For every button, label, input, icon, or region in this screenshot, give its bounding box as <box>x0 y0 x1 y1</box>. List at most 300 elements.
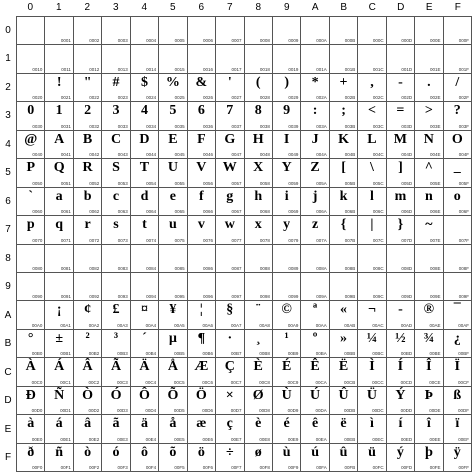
char-glyph: v <box>197 217 205 233</box>
char-glyph: ³ <box>113 330 119 346</box>
char-code: 00BC <box>372 351 384 357</box>
char-glyph: 2 <box>84 103 92 119</box>
char-code: 003F <box>458 123 469 129</box>
char-cell <box>387 131 415 159</box>
char-code: 0062 <box>89 209 100 215</box>
char-code: 005D <box>401 180 413 186</box>
char-cell <box>245 444 273 472</box>
row-label-c: C <box>4 366 12 378</box>
char-cell <box>17 45 45 73</box>
char-cell <box>444 45 472 73</box>
char-code: 00B4 <box>145 351 157 357</box>
char-cell <box>74 216 102 244</box>
char-glyph: d <box>140 188 149 204</box>
char-glyph: õ <box>169 444 177 460</box>
column-label-2: 2 <box>84 2 91 13</box>
char-glyph: ª <box>312 302 318 318</box>
char-code: 0036 <box>203 123 214 129</box>
char-glyph: c <box>112 188 120 204</box>
char-cell <box>387 17 415 45</box>
char-cell <box>45 301 73 329</box>
char-code: 000B <box>344 38 356 44</box>
char-glyph: h <box>254 188 263 204</box>
column-label-7: 7 <box>226 2 233 13</box>
char-cell <box>273 188 301 216</box>
char-code: 005B <box>344 180 356 186</box>
char-glyph: ¾ <box>423 330 435 346</box>
char-glyph: × <box>225 387 234 403</box>
char-code: 002D <box>401 95 413 101</box>
char-cell <box>301 159 329 187</box>
char-cell <box>415 131 443 159</box>
char-code: 0073 <box>117 237 128 243</box>
char-glyph: u <box>169 217 177 233</box>
char-cell <box>159 74 187 102</box>
row-label-e: E <box>4 423 12 435</box>
char-code: 0057 <box>231 180 242 186</box>
char-code: 0045 <box>174 152 185 158</box>
char-code: 00F6 <box>202 465 214 470</box>
char-code: 00C7 <box>230 379 242 385</box>
char-cell <box>159 216 187 244</box>
char-cell <box>17 131 45 159</box>
char-code: 0027 <box>231 95 242 101</box>
char-cell <box>301 301 329 329</box>
char-cell <box>131 245 159 273</box>
char-cell <box>17 188 45 216</box>
column-label-f: F <box>454 2 461 13</box>
char-code: 003D <box>401 123 413 129</box>
char-glyph: í <box>398 416 403 432</box>
char-code: 0052 <box>89 180 100 186</box>
char-code: 0039 <box>288 123 299 129</box>
char-cell <box>245 131 273 159</box>
char-code: 003E <box>430 123 441 129</box>
char-code: 0006 <box>203 38 214 44</box>
column-label-b: B <box>340 2 348 13</box>
char-code: 00DC <box>372 408 384 414</box>
char-glyph: Ò <box>82 387 94 403</box>
char-code: 000A <box>316 38 327 44</box>
char-code: 006E <box>430 209 441 215</box>
char-code: 0031 <box>60 123 71 129</box>
char-code: 0018 <box>259 66 270 72</box>
char-glyph: £ <box>112 302 120 318</box>
char-cell <box>159 188 187 216</box>
char-code: 0008 <box>259 38 270 44</box>
char-cell <box>45 131 73 159</box>
char-glyph: : <box>312 103 318 119</box>
char-glyph: È <box>253 359 263 375</box>
char-code: 00DE <box>429 408 441 414</box>
char-cell <box>301 102 329 130</box>
char-cell <box>358 330 386 358</box>
char-code: 008C <box>372 265 384 271</box>
char-cell <box>102 330 130 358</box>
char-code: 006B <box>344 209 356 215</box>
char-glyph: ñ <box>55 444 64 460</box>
char-cell <box>387 444 415 472</box>
char-cell <box>131 102 159 130</box>
char-glyph: ï <box>455 416 460 432</box>
char-cell <box>387 273 415 301</box>
char-cell <box>245 301 273 329</box>
char-code: 0085 <box>174 265 185 271</box>
char-glyph: ð <box>27 444 35 460</box>
char-glyph: w <box>224 217 235 233</box>
char-cell <box>45 444 73 472</box>
char-cell <box>102 159 130 187</box>
char-cell <box>330 444 358 472</box>
char-cell <box>159 45 187 73</box>
char-cell <box>188 188 216 216</box>
column-header <box>16 0 472 16</box>
char-glyph: 8 <box>254 103 262 119</box>
char-glyph: ¢ <box>84 302 92 318</box>
char-cell <box>444 273 472 301</box>
char-glyph: % <box>165 74 180 90</box>
char-cell <box>330 245 358 273</box>
column-label-4: 4 <box>141 2 148 13</box>
char-code: 00F8 <box>259 465 270 470</box>
char-cell <box>330 301 358 329</box>
char-cell <box>159 301 187 329</box>
char-code: 004D <box>401 152 413 158</box>
char-cell <box>358 301 386 329</box>
char-cell <box>415 245 443 273</box>
row-label-a: A <box>4 309 12 321</box>
char-glyph: P <box>26 160 35 176</box>
char-glyph: r <box>84 217 91 233</box>
char-glyph: Æ <box>194 359 209 375</box>
column-label-1: 1 <box>55 2 62 13</box>
char-code: 0082 <box>89 265 100 271</box>
char-code: 002A <box>316 95 327 101</box>
char-cell <box>415 45 443 73</box>
char-cell <box>45 102 73 130</box>
char-code: 00DF <box>457 408 469 414</box>
char-cell <box>358 74 386 102</box>
char-glyph: \ <box>370 160 374 176</box>
char-code: 0038 <box>259 123 270 129</box>
char-glyph: g <box>226 188 234 204</box>
char-cell <box>415 415 443 443</box>
char-glyph: n <box>424 188 433 204</box>
char-code: 003C <box>372 123 384 129</box>
char-cell <box>17 102 45 130</box>
char-glyph: z <box>311 217 319 233</box>
char-code: 0020 <box>32 95 43 101</box>
char-code: 00B7 <box>230 351 242 357</box>
char-code: 0084 <box>146 265 157 271</box>
char-code: 00E1 <box>60 436 71 442</box>
char-code: 0011 <box>61 66 71 72</box>
char-glyph: I <box>283 131 290 147</box>
char-cell <box>273 131 301 159</box>
char-cell <box>131 358 159 386</box>
char-glyph: ¯ <box>453 302 461 318</box>
char-cell <box>387 301 415 329</box>
char-code: 00A1 <box>60 322 71 328</box>
char-code: 0049 <box>288 152 299 158</box>
char-cell <box>188 102 216 130</box>
char-code: 0053 <box>117 180 128 186</box>
row-label-1: 1 <box>5 53 11 65</box>
char-code: 00FE <box>429 465 441 470</box>
char-cell <box>330 216 358 244</box>
char-cell <box>188 216 216 244</box>
char-code: 004C <box>372 152 384 158</box>
column-label-3: 3 <box>112 2 119 13</box>
char-code: 00A3 <box>117 322 128 328</box>
row-label-d: D <box>4 395 12 407</box>
char-cell <box>74 131 102 159</box>
char-code: 0089 <box>288 265 299 271</box>
char-cell <box>159 387 187 415</box>
char-glyph: ô <box>140 444 148 460</box>
char-code: 007D <box>401 237 413 243</box>
char-cell <box>45 245 73 273</box>
char-code: 0048 <box>259 152 270 158</box>
char-cell <box>102 216 130 244</box>
char-cell <box>74 444 102 472</box>
char-cell <box>159 17 187 45</box>
char-cell <box>188 131 216 159</box>
char-cell <box>131 415 159 443</box>
char-cell <box>415 74 443 102</box>
char-glyph: 6 <box>197 103 205 119</box>
char-code: 0040 <box>32 152 43 158</box>
char-cell <box>159 330 187 358</box>
char-glyph: Þ <box>424 387 434 403</box>
char-cell <box>245 17 273 45</box>
char-cell <box>273 245 301 273</box>
char-cell <box>131 74 159 102</box>
char-glyph: + <box>339 74 348 90</box>
char-glyph: 7 <box>226 103 234 119</box>
column-label-6: 6 <box>198 2 205 13</box>
char-code: 00F7 <box>231 465 242 470</box>
char-code: 0060 <box>32 209 43 215</box>
char-cell <box>102 273 130 301</box>
char-cell <box>131 131 159 159</box>
char-glyph: Ö <box>195 387 207 403</box>
char-cell <box>131 17 159 45</box>
char-cell <box>301 330 329 358</box>
char-code: 00CD <box>400 379 413 385</box>
char-cell <box>188 159 216 187</box>
char-cell <box>188 358 216 386</box>
char-code: 006F <box>458 209 469 215</box>
char-cell <box>444 387 472 415</box>
char-glyph: ± <box>55 330 63 346</box>
char-code: 0042 <box>89 152 100 158</box>
row-label-3: 3 <box>5 110 11 122</box>
row-label-5: 5 <box>5 167 11 179</box>
char-glyph: ^ <box>424 160 433 176</box>
char-code: 0050 <box>32 180 43 186</box>
char-code: 00BE <box>429 351 441 357</box>
char-cell <box>17 74 45 102</box>
char-code: 008F <box>458 265 469 271</box>
char-glyph: Ñ <box>54 387 65 403</box>
char-code: 00E2 <box>88 436 100 442</box>
char-glyph: 5 <box>169 103 177 119</box>
char-cell <box>216 330 244 358</box>
char-glyph: ) <box>284 74 289 90</box>
char-code: 0069 <box>288 209 299 215</box>
char-code: 00A9 <box>287 322 299 328</box>
char-cell <box>245 330 273 358</box>
char-cell <box>17 301 45 329</box>
char-code: 0041 <box>60 152 71 158</box>
char-cell <box>74 387 102 415</box>
char-glyph: ¿ <box>453 330 461 346</box>
char-cell <box>415 17 443 45</box>
char-cell <box>159 358 187 386</box>
char-code: 0047 <box>231 152 242 158</box>
char-glyph: « <box>340 302 348 318</box>
char-glyph: ý <box>396 444 404 460</box>
char-glyph: À <box>25 359 36 375</box>
char-glyph: ò <box>84 444 92 460</box>
character-grid <box>16 16 472 472</box>
char-glyph: Ï <box>454 359 460 375</box>
char-glyph: » <box>340 330 348 346</box>
char-cell <box>45 216 73 244</box>
char-code: 00B5 <box>174 351 185 357</box>
char-code: 00E7 <box>230 436 242 442</box>
char-code: 00CF <box>457 379 469 385</box>
char-code: 00CA <box>315 379 327 385</box>
char-cell <box>45 74 73 102</box>
char-cell <box>216 273 244 301</box>
char-glyph: Á <box>54 359 65 375</box>
row-label-9: 9 <box>5 281 11 293</box>
char-cell <box>415 273 443 301</box>
char-code: 0088 <box>259 265 270 271</box>
char-cell <box>159 245 187 273</box>
char-cell <box>444 188 472 216</box>
char-cell <box>17 17 45 45</box>
char-glyph: 4 <box>140 103 148 119</box>
char-cell <box>444 102 472 130</box>
char-glyph: X <box>253 160 264 176</box>
char-code: 00ED <box>400 436 413 442</box>
char-code: 0001 <box>60 38 71 44</box>
char-code: 00AE <box>429 322 441 328</box>
char-cell <box>387 358 415 386</box>
char-glyph: ? <box>453 103 461 119</box>
char-glyph: Å <box>167 359 178 375</box>
char-code: 0059 <box>288 180 299 186</box>
char-cell <box>74 330 102 358</box>
char-glyph: à <box>27 416 35 432</box>
char-code: 0096 <box>203 294 214 300</box>
char-cell <box>74 358 102 386</box>
char-glyph: ¤ <box>140 302 148 318</box>
char-cell <box>273 74 301 102</box>
char-cell <box>301 415 329 443</box>
char-cell <box>415 330 443 358</box>
char-glyph: B <box>82 131 93 147</box>
char-code: 0024 <box>146 95 157 101</box>
char-code: 0026 <box>203 95 214 101</box>
char-glyph: y <box>283 217 291 233</box>
char-glyph: î <box>426 416 431 432</box>
char-cell <box>415 216 443 244</box>
char-code: 0068 <box>259 209 270 215</box>
char-glyph: - <box>398 74 403 90</box>
char-glyph: l <box>370 188 374 204</box>
char-glyph: Ü <box>366 387 378 403</box>
char-glyph: f <box>199 188 204 204</box>
char-code: 0072 <box>89 237 100 243</box>
char-code: 0028 <box>259 95 270 101</box>
char-code: 00BB <box>344 351 356 357</box>
char-code: 000E <box>430 38 441 44</box>
char-cell <box>330 74 358 102</box>
char-cell <box>131 216 159 244</box>
char-code: 00BA <box>315 351 327 357</box>
char-cell <box>273 301 301 329</box>
char-glyph: Ë <box>338 359 349 375</box>
char-cell <box>444 245 472 273</box>
char-cell <box>273 102 301 130</box>
char-cell <box>330 188 358 216</box>
char-cell <box>17 387 45 415</box>
char-glyph: § <box>226 302 234 318</box>
char-cell <box>188 74 216 102</box>
char-cell <box>358 45 386 73</box>
char-cell <box>444 74 472 102</box>
char-code: 00E5 <box>174 436 185 442</box>
char-cell <box>188 245 216 273</box>
char-code: 0070 <box>32 237 43 243</box>
char-cell <box>301 188 329 216</box>
char-code: 0061 <box>60 209 71 215</box>
char-code: 001B <box>344 66 356 72</box>
char-cell <box>245 415 273 443</box>
char-code: 00DD <box>400 408 413 414</box>
char-cell <box>159 415 187 443</box>
column-label-c: C <box>368 2 376 13</box>
char-glyph: = <box>396 103 405 119</box>
char-code: 00F5 <box>174 465 185 470</box>
char-code: 00B6 <box>202 351 214 357</box>
char-cell <box>301 45 329 73</box>
char-code: 008B <box>344 265 356 271</box>
char-glyph: # <box>112 74 120 90</box>
char-glyph: Í <box>397 359 404 375</box>
char-cell <box>45 273 73 301</box>
char-cell <box>387 188 415 216</box>
char-glyph: } <box>397 217 404 233</box>
char-code: 000F <box>458 38 469 44</box>
char-code: 001D <box>401 66 413 72</box>
char-code: 004F <box>458 152 469 158</box>
char-code: 0099 <box>288 294 299 300</box>
char-glyph: ¦ <box>199 302 203 318</box>
char-code: 0030 <box>32 123 43 129</box>
char-glyph: Y <box>281 160 292 176</box>
char-cell <box>245 159 273 187</box>
char-glyph: ] <box>398 160 403 176</box>
char-code: 007B <box>344 237 356 243</box>
char-glyph: ç <box>226 416 233 432</box>
char-code: 00B9 <box>287 351 299 357</box>
char-cell <box>74 415 102 443</box>
